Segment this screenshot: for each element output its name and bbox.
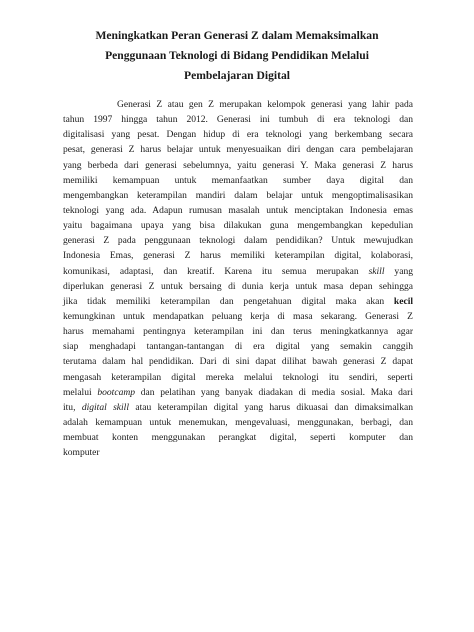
emphasis-word: bootcamp — [97, 386, 136, 398]
emphasis-word: skill yang — [368, 265, 413, 277]
body-line: melalui bootcamp dan pelatihan yang banyak diadakan di media sosial. Maka dari — [63, 386, 413, 398]
body-line: teknologi yang ada. Adapun rumusan masalah untuk menciptakan Indonesia emas — [63, 204, 413, 216]
body-line: jika tidak memiliki keterampilan dan pengetahuan digital maka akan kecil — [63, 295, 413, 307]
body-line: terutama dalam hal pendidikan. Dari di sini dapat dilihat bawah generasi Z dapat — [63, 356, 413, 368]
body-line: mengembangkan keterampilan mandiri dalam belajar untuk mengoptimalisasikan — [63, 189, 413, 201]
title-line: Pembelajaran Digital — [184, 69, 290, 82]
body-line: yang berbeda dari generasi sebelumnya, yaitu generasi Y. Maka generasi Z harus — [63, 159, 413, 171]
document-title — [40, 26, 434, 86]
title-line: Penggunaan Teknologi di Bidang Pendidikan Melalui — [105, 49, 369, 62]
body-line-partial: komputer — [63, 447, 100, 459]
body-line: digitalisasi yang pesat. Dengan hidup di era teknologi yang berkembang secara — [63, 129, 413, 141]
body-line: diperlukan generasi Z untuk bersaing di dunia kerja untuk masa depan sehingga — [63, 280, 413, 292]
body-line: itu, digital skill atau keterampilan digital yang harus dikuasai dan dimaksimalkan — [63, 401, 413, 413]
body-line: generasi Z pada penggunaan teknologi dalam pendidikan? Untuk mewujudkan — [63, 235, 413, 247]
body-line: kemungkinan untuk mendapatkan peluang kerja di masa sekarang. Generasi Z — [63, 310, 413, 322]
body-line: adalah kemampuan untuk menemukan, mengevaluasi, menggunakan, berbagi, dan — [63, 416, 413, 428]
title-line: Meningkatkan Peran Generasi Z dalam Memaksimalkan — [95, 29, 379, 42]
body-line: siap menghadapi tantangan-tantangan di era digital yang semakin canggih — [63, 341, 413, 353]
body-line: mengasah keterampilan digital mereka melalui teknologi itu sendiri, seperti — [63, 371, 413, 383]
body-line: Generasi Z atau gen Z merupakan kelompok generasi yang lahir pada — [117, 99, 413, 110]
body-line: yaitu bagaimana upaya yang bisa dilakukan guna mengembangkan kepedulian — [63, 220, 413, 232]
emphasis-word: digital skill — [81, 401, 129, 413]
body-line: komunikasi, adaptasi, dan kreatif. Karena itu semua merupakan skill yang — [63, 265, 413, 277]
body-line: memiliki kemampuan untuk memanfaatkan sumber daya digital dan — [63, 174, 413, 186]
body-line: harus memahami pentingnya keterampilan ini dan terus meningkatkannya agar — [63, 326, 413, 338]
body-line: pesat, generasi Z harus belajar untuk menyesuaikan diri dengan cara pembelajaran — [63, 144, 413, 156]
body-line: tahun 1997 hingga tahun 2012. Generasi ini tumbuh di era teknologi dan — [63, 114, 413, 126]
body-line: Indonesia Emas, generasi Z harus memiliki keterampilan digital, kolaborasi, — [63, 250, 413, 262]
body-paragraph — [63, 97, 413, 459]
body-line: membuat konten menggunakan perangkat digital, seperti komputer dan — [63, 432, 413, 444]
emphasis-word: kecil — [393, 295, 413, 307]
